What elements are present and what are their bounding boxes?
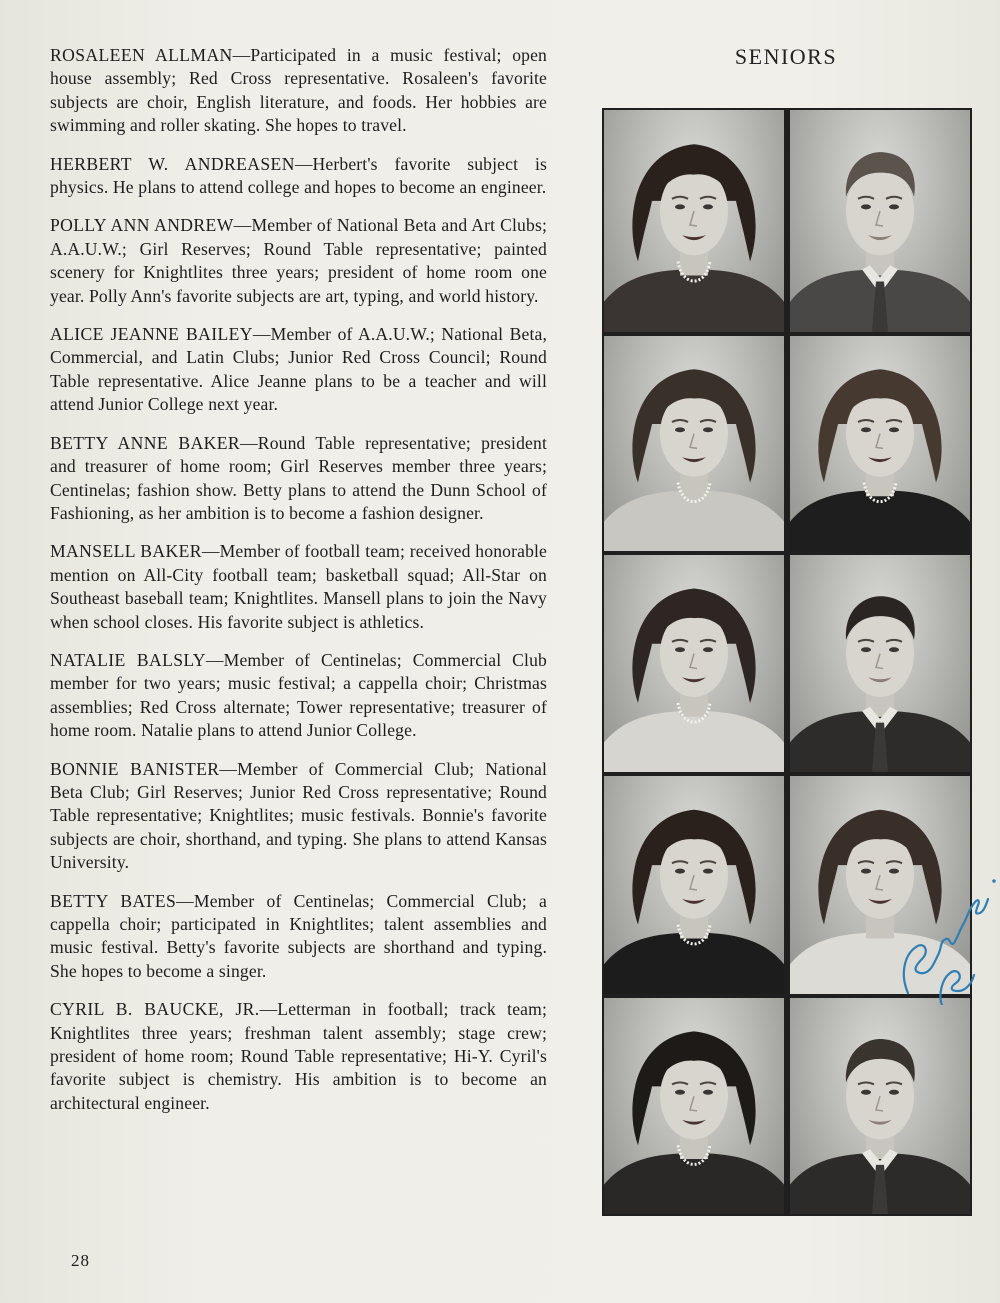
senior-description: —Round Table representative; president and treasurer of home room; Girl Reserves member three years; Centinelas; fashion show. Betty plans to attend the Dunn School of Fashioning, as her ambition is to become a fashion designer. [50,432,547,523]
senior-bio [50,890,547,984]
senior-portrait [790,998,970,1214]
senior-bio [50,758,547,875]
senior-portrait [604,998,784,1214]
senior-name: MANSELL BAKER [50,541,202,562]
senior-name: ROSALEEN ALLMAN [50,45,233,65]
senior-name: CYRIL B. BAUCKE, JR. [50,999,260,1020]
senior-bio [50,153,547,200]
senior-bio [50,323,547,417]
senior-name: ALICE JEANNE BAILEY [50,324,253,345]
senior-portrait [604,336,784,551]
senior-description: —Letterman in football; track team; Knightlites three years; freshman talent assembly; stage crew; president of home room; Round Table representative; Hi-Y. Cyril's favorite subject is chemistry. His ambition is to become an architectural engineer. [50,999,548,1113]
senior-name: BETTY BATES [50,890,177,911]
senior-description: —Member of Centinelas; Commercial Club member for two years; music festival; a cappella choir; Christmas assemblies; Red Cross alternate; Tower representative; treasurer of home room. Natalie plans to attend Junior College. [50,649,547,741]
senior-portrait [604,555,784,772]
senior-bio [50,998,547,1115]
senior-description: —Member of Centinelas; Commercial Club; a cappella choir; participated in Knightlites; talent assemblies and music festival. Betty's favorite subjects are shorthand and typing. She hopes to become a singer. [50,890,547,981]
senior-name: BETTY ANNE BAKER [50,432,241,453]
senior-portrait [790,555,970,772]
handwritten-signature [890,855,1000,1005]
senior-description: —Participated in a music festival; open house assembly; Red Cross representative. Rosaleen's favorite subjects are choir, English literature, and foods. Her hobbies are swimming and roller skating. She hopes to travel. [50,45,547,136]
senior-description: —Herbert's favorite subject is physics. He plans to attend college and hopes to become an engineer. [50,153,548,198]
senior-description: —Member of A.A.U.W.; National Beta, Commercial, and Latin Clubs; Junior Red Cross Council; Round Table representative. Alice Jeanne plans to be a teacher and will attend Junior College next year. [50,324,547,415]
senior-portrait [604,110,784,332]
senior-bios [50,44,547,1130]
senior-description: —Member of National Beta and Art Clubs; A.A.U.W.; Girl Reserves; Round Table representative; painted scenery for Knightlites three years; president of home room one year. Polly Ann's favorite subjects are art, typing, and world history. [50,215,547,306]
senior-name: HERBERT W. ANDREASEN [50,153,295,174]
senior-name: NATALIE BALSLY [50,649,206,670]
senior-description: —Member of football team; received honorable mention on All-City football team; basketball squad; All-Star on Southeast baseball team; Knightlites. Mansell plans to join the Navy when school closes. His favorite subject is athletics. [50,541,548,632]
senior-description: —Member of Commercial Club; National Beta Club; Girl Reserves; Junior Red Cross representative; Round Table representative; Knightlites; music festivals. Bonnie's favorite subjects are choir, shorthand, and typing. She plans to attend Kansas University. [50,758,548,873]
senior-bio [50,44,547,138]
senior-bio [50,649,547,743]
page-number: 28 [71,1251,90,1270]
senior-bio [50,540,547,634]
senior-portrait [790,336,970,551]
section-title: SENIORS [734,44,838,69]
portrait-grid [602,108,972,1216]
senior-portrait [790,110,970,332]
senior-name: POLLY ANN ANDREW [50,215,234,236]
senior-bio [50,214,547,308]
senior-name: BONNIE BANISTER [50,758,220,779]
senior-portrait [604,776,784,994]
senior-bio [50,432,547,526]
